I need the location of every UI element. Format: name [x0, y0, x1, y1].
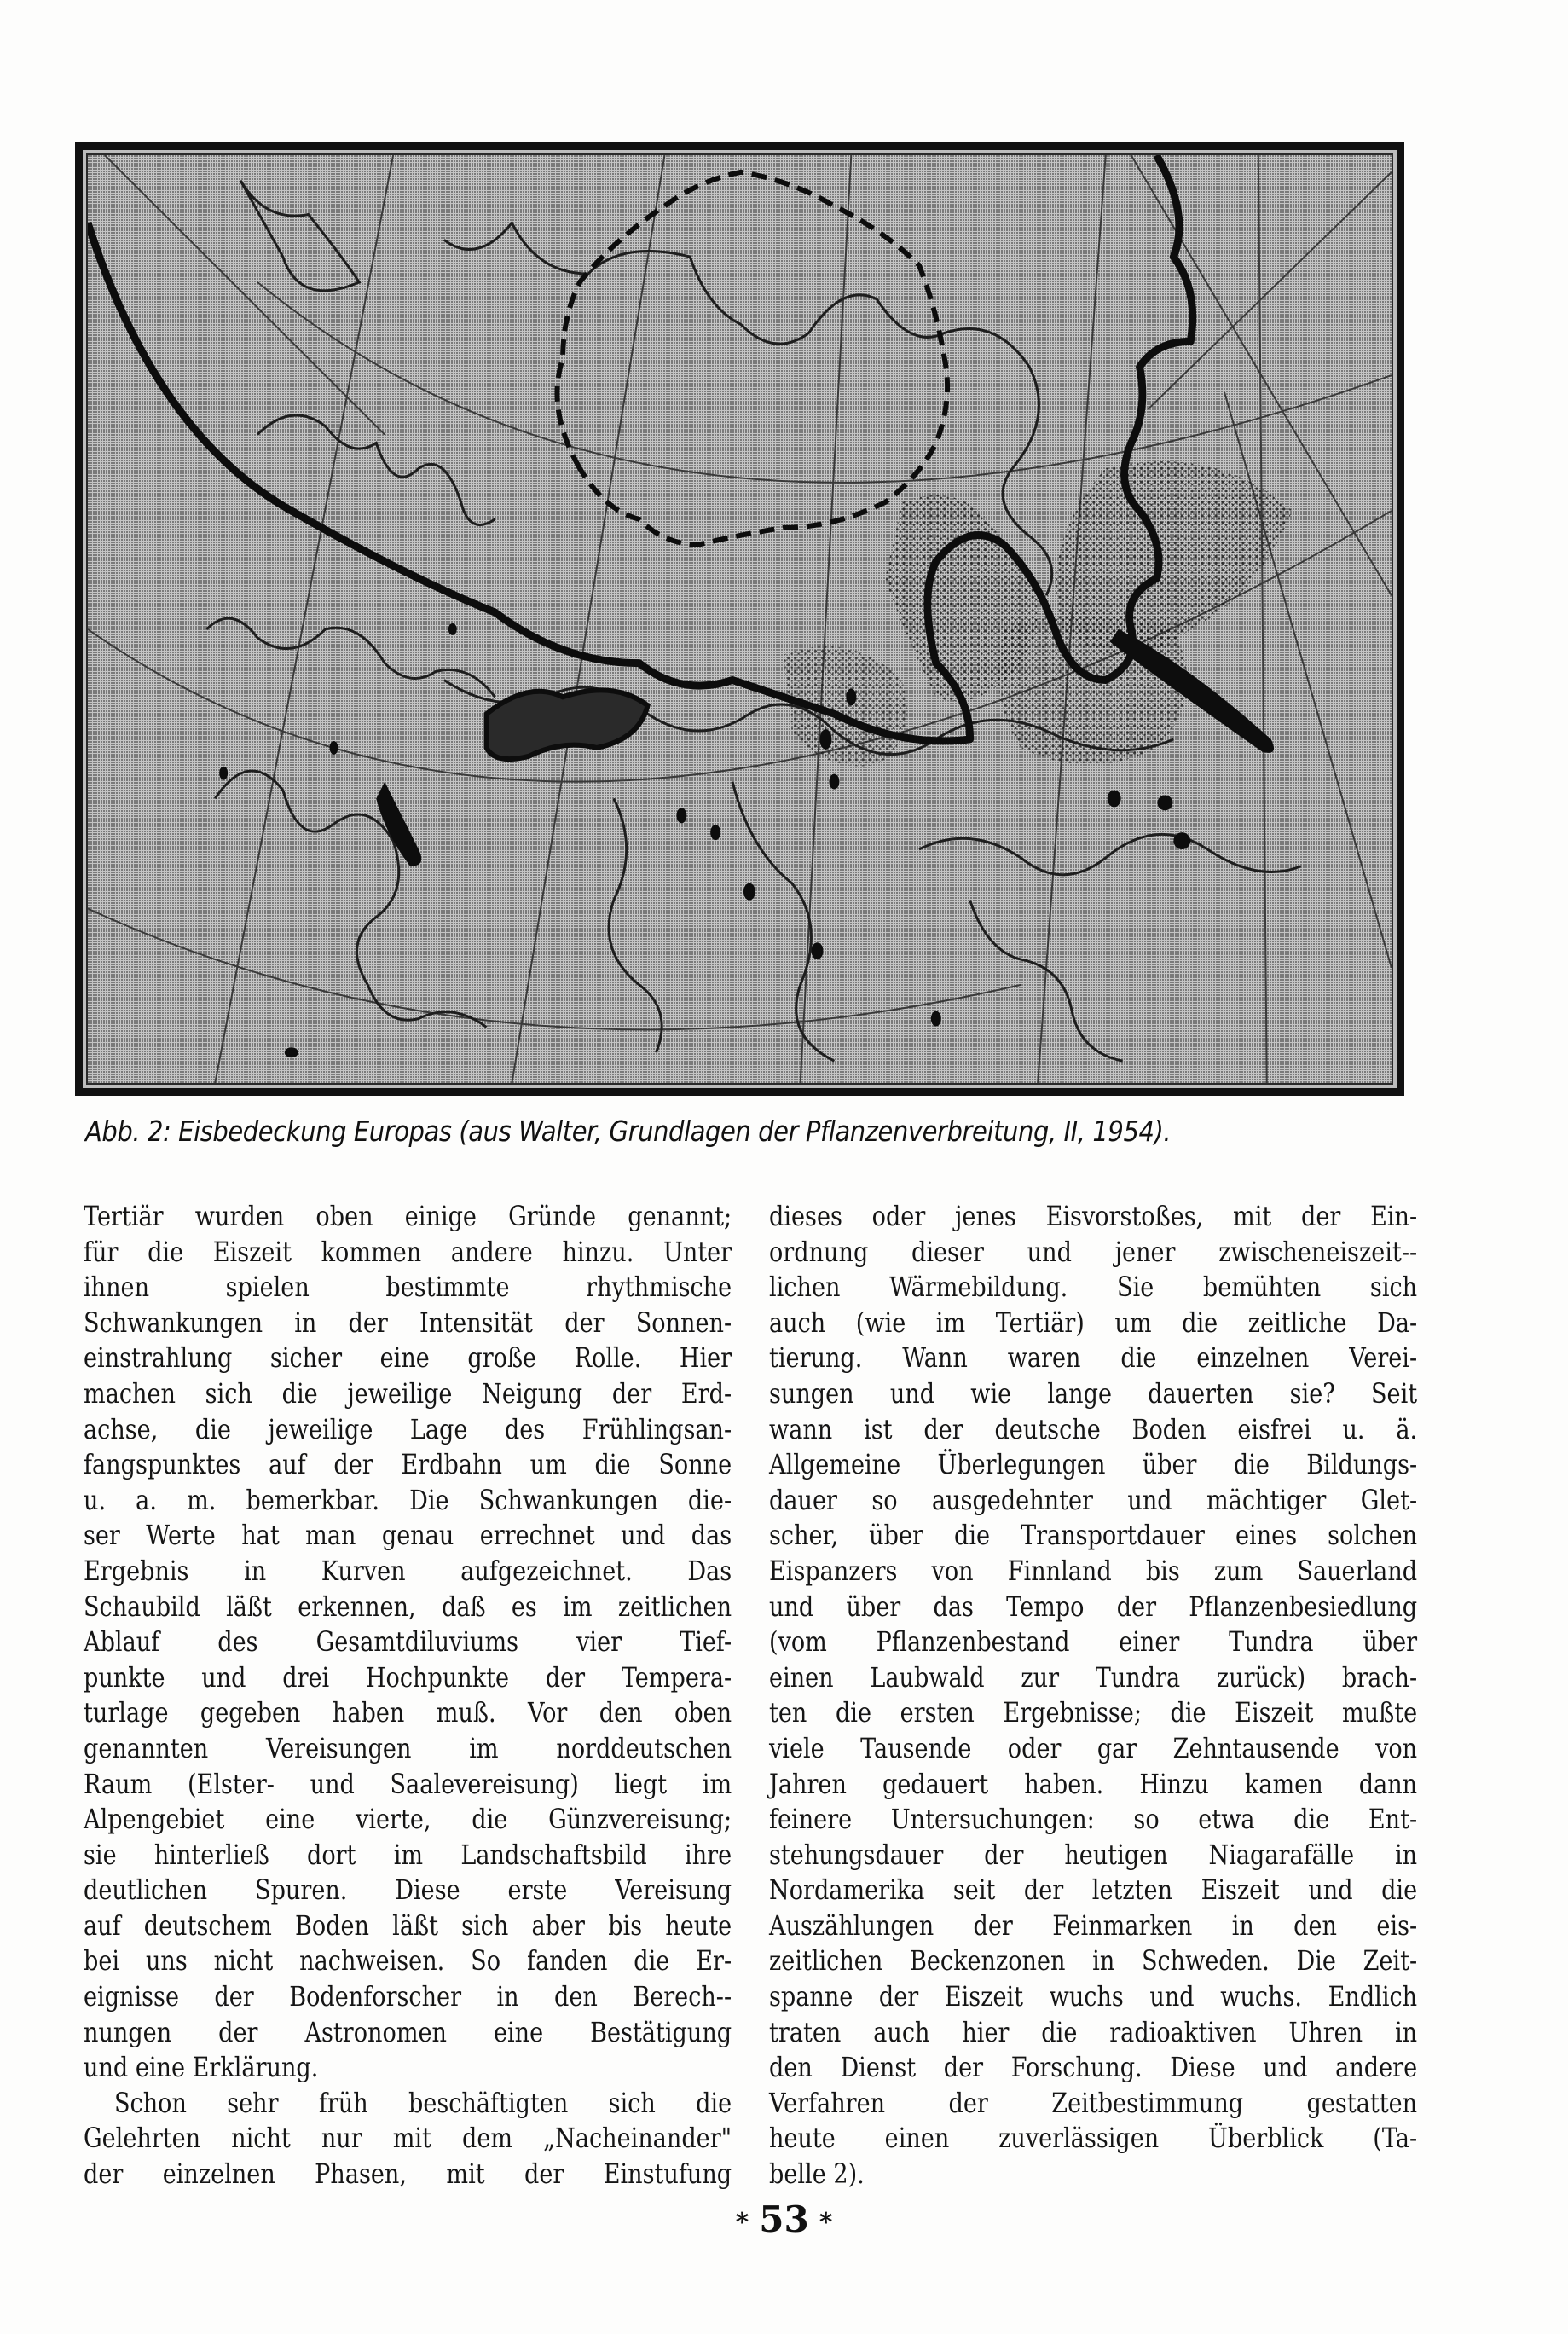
asterisk-ornament-left: * — [735, 2207, 749, 2238]
text-line: fangspunktes auf der Erdbahn um die Sonne — [84, 1450, 732, 1481]
text-line: Alpengebiet eine vierte, die Günzvereisung; — [84, 1804, 732, 1836]
map-graphic — [88, 155, 1392, 1083]
text-line: ordnung dieser und jener zwischeneiszeit-- — [769, 1236, 1418, 1268]
text-line: Nordamerika seit der letzten Eiszeit und die — [769, 1875, 1418, 1907]
text-line: machen sich die jeweilige Neigung der Erd- — [84, 1378, 732, 1410]
text-line-paragraph-start: Schon sehr früh beschäftigten sich die — [114, 2088, 732, 2119]
text-line: (vom Pflanzenbestand einer Tundra über — [769, 1627, 1418, 1659]
text-line: den Dienst der Forschung. Diese und andere — [769, 2053, 1418, 2084]
text-line: eignisse der Bodenforscher in den Berech-- — [84, 1982, 732, 2013]
text-line: und über das Tempo der Pflanzenbesiedlung — [769, 1591, 1418, 1623]
text-line: für die Eiszeit kommen andere hinzu. Unter — [84, 1236, 732, 1268]
text-line: deutlichen Spuren. Diese erste Vereisung — [84, 1875, 732, 1907]
text-line: Raum (Elster- und Saalevereisung) liegt im — [84, 1769, 732, 1800]
text-line: Eispanzers von Finnland bis zum Sauerland — [769, 1555, 1418, 1587]
text-line: Schwankungen in der Intensität der Sonnen- — [84, 1307, 732, 1339]
text-line: Tertiär wurden oben einige Gründe genannt; — [84, 1202, 732, 1232]
figure-caption: Abb. 2: Eisbedeckung Europas (aus Walter, Grundlagen der Pflanzenverbreitung, II, 1954). — [85, 1115, 1172, 1148]
text-line: dauer so ausgedehnter und mächtiger Glet- — [769, 1485, 1418, 1516]
text-line: Ablauf des Gesamtdiluviums vier Tief- — [84, 1627, 732, 1659]
text-line: Gelehrten nicht nur mit dem „Nacheinander" — [84, 2123, 732, 2155]
text-line: u. a. m. bemerkbar. Die Schwankungen die- — [84, 1485, 732, 1516]
text-line: scher, über die Transportdauer eines solchen — [769, 1520, 1418, 1552]
text-line: ten die ersten Ergebnisse; die Eiszeit mußte — [769, 1698, 1418, 1729]
last-glaciation-dashed-line — [557, 172, 947, 545]
text-line: sungen und wie lange dauerten sie? Seit — [769, 1378, 1418, 1410]
text-line: Schaubild läßt erkennen, daß es im zeitlichen — [84, 1591, 732, 1623]
text-line: nungen der Astronomen eine Bestätigung — [84, 2017, 732, 2048]
text-line: lichen Wärmebildung. Sie bemühten sich — [769, 1272, 1418, 1304]
text-line: auf deutschem Boden läßt sich aber bis heute — [84, 1910, 732, 1942]
text-line: Jahren gedauert haben. Hinzu kamen dann — [769, 1769, 1418, 1800]
text-line: stehungsdauer der heutigen Niagarafälle in — [769, 1839, 1418, 1871]
asterisk-ornament-right: * — [819, 2207, 833, 2238]
text-line: ihnen spielen bestimmte rhythmische — [84, 1272, 732, 1304]
text-line: punkte und drei Hochpunkte der Tempera- — [84, 1662, 732, 1694]
periglacial-stipple-zones — [784, 461, 1293, 766]
text-line: dieses oder jenes Eisvorstoßes, mit der Ein- — [769, 1202, 1418, 1232]
text-line: der einzelnen Phasen, mit der Einstufung — [84, 2159, 732, 2191]
text-line: tierung. Wann waren die einzelnen Verei- — [769, 1343, 1418, 1375]
text-line: auch (wie im Tertiär) um die zeitliche Da- — [769, 1307, 1418, 1339]
text-line: spanne der Eiszeit wuchs und wuchs. Endlich — [769, 1982, 1418, 2013]
text-line: und eine Erklärung. — [84, 2053, 319, 2084]
text-column-right — [769, 1200, 1417, 2193]
text-line: achse, die jeweilige Lage des Frühlingsan- — [84, 1414, 732, 1445]
text-line: heute einen zuverlässigen Überblick (Ta- — [769, 2123, 1418, 2155]
page-number-value: 53 — [759, 2198, 809, 2240]
text-line: ser Werte hat man genau errechnet und das — [84, 1520, 732, 1552]
text-line: Ergebnis in Kurven aufgezeichnet. Das — [84, 1555, 732, 1587]
text-line: viele Tausende oder gar Zehntausende von — [769, 1733, 1418, 1764]
text-line: belle 2). — [769, 2159, 865, 2191]
text-line: Verfahren der Zeitbestimmung gestatten — [769, 2088, 1418, 2119]
text-line: traten auch hier die radioaktiven Uhren in — [769, 2017, 1418, 2048]
text-column-left — [84, 1200, 732, 2193]
text-line: Auszählungen der Feinmarken in den eis- — [769, 1910, 1418, 1942]
text-line: sie hinterließ dort im Landschaftsbild ihre — [84, 1839, 732, 1871]
text-line: einstrahlung sicher eine große Rolle. Hier — [84, 1343, 732, 1375]
text-line: feinere Untersuchungen: so etwa die Ent- — [769, 1804, 1418, 1836]
text-line: Allgemeine Überlegungen über die Bildungs- — [769, 1450, 1418, 1481]
text-line: genannten Vereisungen im norddeutschen — [84, 1733, 732, 1764]
europe-ice-map — [86, 153, 1393, 1085]
text-line: bei uns nicht nachweisen. So fanden die Er- — [84, 1946, 732, 1978]
map-figure — [75, 142, 1404, 1096]
text-line: zeitlichen Beckenzonen in Schweden. Die Zeit- — [769, 1946, 1418, 1978]
text-line: turlage gegeben haben muß. Vor den oben — [84, 1698, 732, 1729]
text-line: wann ist der deutsche Boden eisfrei u. ä. — [769, 1414, 1418, 1445]
page-number — [0, 2198, 1568, 2240]
text-line: einen Laubwald zur Tundra zurück) brach- — [769, 1662, 1418, 1694]
